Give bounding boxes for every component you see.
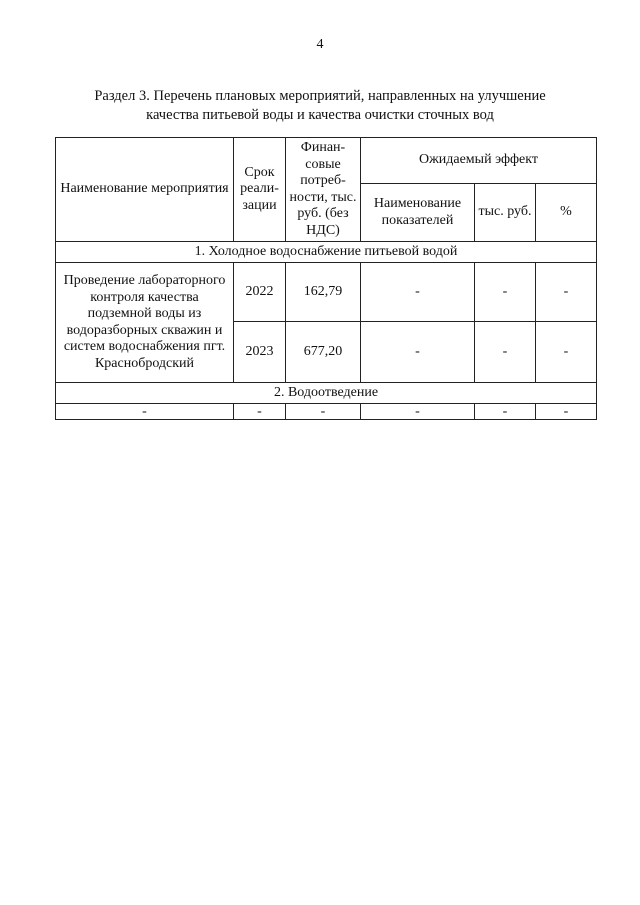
indicators-cell: - xyxy=(361,322,475,383)
activity-name-cell: Проведение лабораторного контроля качества подземной воды из водоразборных скважин и систем водоснабжения пгт. Краснобродский xyxy=(56,263,234,383)
table-header-row xyxy=(56,138,597,184)
term-cell: - xyxy=(234,404,286,420)
header-percent: % xyxy=(536,184,597,242)
section-row-drainage xyxy=(56,383,597,404)
table-row xyxy=(56,404,597,420)
section-heading xyxy=(60,87,580,125)
term-cell: 2023 xyxy=(234,322,286,383)
percent-cell: - xyxy=(536,404,597,420)
section-heading-line-1: Раздел 3. Перечень плановых мероприятий, направленных на улучшение xyxy=(94,88,546,104)
indicators-cell: - xyxy=(361,404,475,420)
indicators-cell: - xyxy=(361,263,475,322)
percent-cell: - xyxy=(536,263,597,322)
thousand-rub-cell: - xyxy=(475,322,536,383)
header-activity-name: Наименование мероприятия xyxy=(56,138,234,242)
finance-cell: 162,79 xyxy=(286,263,361,322)
thousand-rub-cell: - xyxy=(475,404,536,420)
header-thousand-rub: тыс. руб. xyxy=(475,184,536,242)
finance-cell: 677,20 xyxy=(286,322,361,383)
percent-cell: - xyxy=(536,322,597,383)
header-finance: Финан-совые потреб-ности, тыс. руб. (без НДС) xyxy=(286,138,361,242)
activity-name-cell: - xyxy=(56,404,234,420)
thousand-rub-cell: - xyxy=(475,263,536,322)
finance-cell: - xyxy=(286,404,361,420)
section-title: 1. Холодное водоснабжение питьевой водой xyxy=(56,242,597,263)
section-row-cold-water xyxy=(56,242,597,263)
activities-table xyxy=(55,137,597,420)
section-heading-line-2: качества питьевой воды и качества очистки сточных вод xyxy=(146,107,494,123)
header-indicators: Наименование показателей xyxy=(361,184,475,242)
section-title: 2. Водоотведение xyxy=(56,383,597,404)
table-row xyxy=(56,263,597,322)
term-cell: 2022 xyxy=(234,263,286,322)
page-number: 4 xyxy=(316,37,324,52)
header-term: Срок реали-зации xyxy=(234,138,286,242)
header-expected-effect: Ожидаемый эффект xyxy=(361,138,597,184)
